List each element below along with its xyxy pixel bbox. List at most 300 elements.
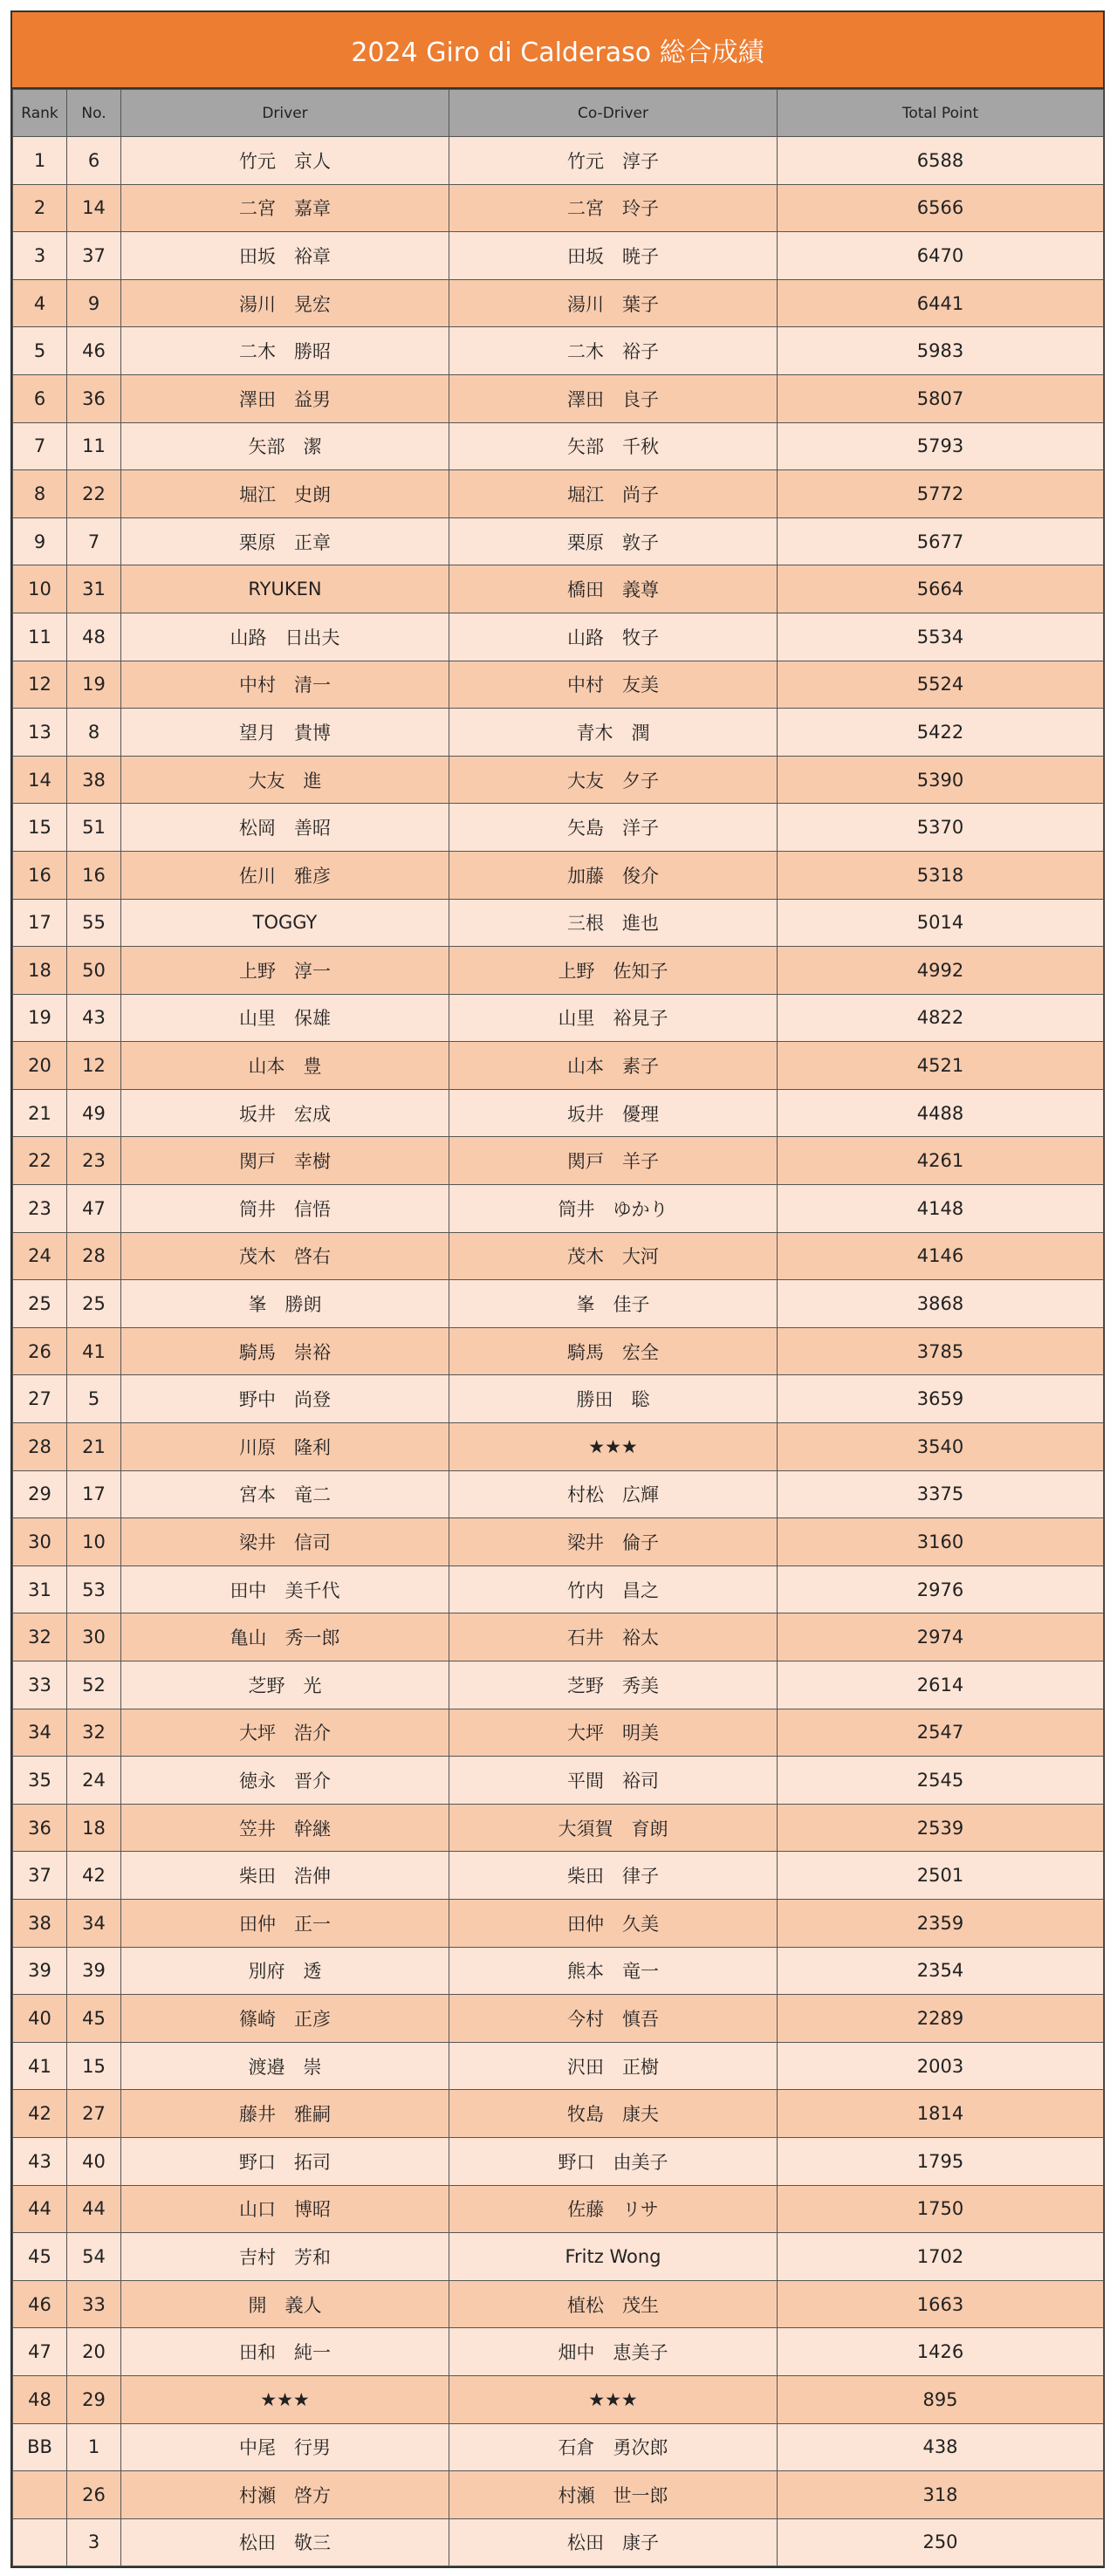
- table-row: [13, 1232, 1104, 1280]
- driver-cell: 藤井 雅嗣: [121, 2090, 449, 2138]
- car-number-cell: 5: [67, 1375, 121, 1423]
- car-number-cell: 54: [67, 2233, 121, 2281]
- car-number-cell: 22: [67, 470, 121, 518]
- driver-cell: 篠崎 正彦: [121, 1995, 449, 2043]
- driver-cell: 田仲 正一: [121, 1899, 449, 1947]
- codriver-cell: 柴田 律子: [449, 1852, 778, 1900]
- rank-cell: 12: [13, 661, 67, 709]
- car-number-cell: 27: [67, 2090, 121, 2138]
- total-point-cell: 6441: [778, 279, 1104, 327]
- table-row: [13, 1089, 1104, 1137]
- driver-cell: 山路 日出夫: [121, 613, 449, 661]
- header-driver: Driver: [121, 90, 449, 137]
- codriver-cell: 青木 潤: [449, 709, 778, 757]
- total-point-cell: 5422: [778, 709, 1104, 757]
- driver-cell: 栗原 正章: [121, 517, 449, 565]
- total-point-cell: 4488: [778, 1089, 1104, 1137]
- codriver-cell: 矢部 千秋: [449, 422, 778, 470]
- total-point-cell: 3375: [778, 1470, 1104, 1518]
- total-point-cell: 1750: [778, 2185, 1104, 2233]
- total-point-cell: 2354: [778, 1947, 1104, 1995]
- table-row: [13, 804, 1104, 852]
- rank-cell: 44: [13, 2185, 67, 2233]
- table-row: [13, 1852, 1104, 1900]
- rank-cell: 5: [13, 327, 67, 375]
- codriver-cell: 山里 裕見子: [449, 994, 778, 1042]
- car-number-cell: 20: [67, 2328, 121, 2376]
- rank-cell: 23: [13, 1185, 67, 1233]
- rank-cell: 43: [13, 2137, 67, 2185]
- driver-cell: 大坪 浩介: [121, 1709, 449, 1757]
- table-row: [13, 1470, 1104, 1518]
- total-point-cell: 5318: [778, 851, 1104, 899]
- table-row: [13, 1995, 1104, 2043]
- driver-cell: 川原 隆利: [121, 1423, 449, 1471]
- car-number-cell: 1: [67, 2423, 121, 2471]
- codriver-cell: 勝田 聡: [449, 1375, 778, 1423]
- car-number-cell: 42: [67, 1852, 121, 1900]
- rank-cell: 31: [13, 1565, 67, 1613]
- codriver-cell: 堀江 尚子: [449, 470, 778, 518]
- total-point-cell: 4822: [778, 994, 1104, 1042]
- total-point-cell: 3785: [778, 1327, 1104, 1375]
- driver-cell: 田中 美千代: [121, 1565, 449, 1613]
- driver-cell: 宮本 竜二: [121, 1470, 449, 1518]
- rank-cell: 41: [13, 2042, 67, 2090]
- rank-cell: 46: [13, 2280, 67, 2328]
- rank-cell: 32: [13, 1613, 67, 1661]
- total-point-cell: 5772: [778, 470, 1104, 518]
- car-number-cell: 17: [67, 1470, 121, 1518]
- driver-cell: TOGGY: [121, 899, 449, 947]
- rank-cell: 25: [13, 1280, 67, 1328]
- table-row: [13, 1804, 1104, 1852]
- table-row: [13, 422, 1104, 470]
- total-point-cell: 1702: [778, 2233, 1104, 2281]
- total-point-cell: 3659: [778, 1375, 1104, 1423]
- table-row: [13, 1042, 1104, 1090]
- total-point-cell: 6588: [778, 137, 1104, 185]
- car-number-cell: 7: [67, 517, 121, 565]
- driver-cell: 亀山 秀一郎: [121, 1613, 449, 1661]
- codriver-cell: 今村 慎吾: [449, 1995, 778, 2043]
- total-point-cell: 4146: [778, 1232, 1104, 1280]
- car-number-cell: 26: [67, 2471, 121, 2519]
- car-number-cell: 49: [67, 1089, 121, 1137]
- total-point-cell: 318: [778, 2471, 1104, 2519]
- driver-cell: 坂井 宏成: [121, 1089, 449, 1137]
- car-number-cell: 43: [67, 994, 121, 1042]
- codriver-cell: ★★★: [449, 2375, 778, 2423]
- driver-cell: 田和 純一: [121, 2328, 449, 2376]
- driver-cell: RYUKEN: [121, 565, 449, 613]
- car-number-cell: 47: [67, 1185, 121, 1233]
- header-no: No.: [67, 90, 121, 137]
- rank-cell: 19: [13, 994, 67, 1042]
- codriver-cell: 松田 康子: [449, 2518, 778, 2566]
- codriver-cell: 村瀬 世一郎: [449, 2471, 778, 2519]
- driver-cell: 松岡 善昭: [121, 804, 449, 852]
- codriver-cell: 大須賀 育朗: [449, 1804, 778, 1852]
- total-point-cell: 4992: [778, 947, 1104, 995]
- driver-cell: 筒井 信悟: [121, 1185, 449, 1233]
- driver-cell: 二木 勝昭: [121, 327, 449, 375]
- driver-cell: 田坂 裕章: [121, 232, 449, 280]
- driver-cell: 渡邉 崇: [121, 2042, 449, 2090]
- codriver-cell: 山路 牧子: [449, 613, 778, 661]
- table-row: [13, 1423, 1104, 1471]
- rank-cell: 40: [13, 1995, 67, 2043]
- total-point-cell: 2976: [778, 1565, 1104, 1613]
- rank-cell: 26: [13, 1327, 67, 1375]
- total-point-cell: 2289: [778, 1995, 1104, 2043]
- rank-cell: 24: [13, 1232, 67, 1280]
- table-row: [13, 1709, 1104, 1757]
- codriver-cell: 植松 茂生: [449, 2280, 778, 2328]
- car-number-cell: 36: [67, 374, 121, 422]
- codriver-cell: 加藤 俊介: [449, 851, 778, 899]
- car-number-cell: 14: [67, 184, 121, 232]
- codriver-cell: 野口 由美子: [449, 2137, 778, 2185]
- table-row: [13, 661, 1104, 709]
- car-number-cell: 39: [67, 1947, 121, 1995]
- codriver-cell: 茂木 大河: [449, 1232, 778, 1280]
- driver-cell: 望月 貴博: [121, 709, 449, 757]
- driver-cell: 別府 透: [121, 1947, 449, 1995]
- total-point-cell: 1795: [778, 2137, 1104, 2185]
- driver-cell: 竹元 京人: [121, 137, 449, 185]
- driver-cell: 笠井 幹継: [121, 1804, 449, 1852]
- table-row: [13, 1661, 1104, 1709]
- driver-cell: 吉村 芳和: [121, 2233, 449, 2281]
- rank-cell: 22: [13, 1137, 67, 1185]
- car-number-cell: 38: [67, 756, 121, 804]
- car-number-cell: 44: [67, 2185, 121, 2233]
- driver-cell: 佐川 雅彦: [121, 851, 449, 899]
- rank-cell: 30: [13, 1518, 67, 1566]
- total-point-cell: 3160: [778, 1518, 1104, 1566]
- table-row: [13, 1947, 1104, 1995]
- table-row: [13, 1518, 1104, 1566]
- total-point-cell: 1663: [778, 2280, 1104, 2328]
- rank-cell: 36: [13, 1804, 67, 1852]
- total-point-cell: 3540: [778, 1423, 1104, 1471]
- codriver-cell: 熊本 竜一: [449, 1947, 778, 1995]
- total-point-cell: 1426: [778, 2328, 1104, 2376]
- driver-cell: 梁井 信司: [121, 1518, 449, 1566]
- codriver-cell: 矢島 洋子: [449, 804, 778, 852]
- codriver-cell: 村松 広輝: [449, 1470, 778, 1518]
- table-row: [13, 2328, 1104, 2376]
- driver-cell: 矢部 潔: [121, 422, 449, 470]
- rank-cell: 18: [13, 947, 67, 995]
- total-point-cell: 2359: [778, 1899, 1104, 1947]
- codriver-cell: 坂井 優理: [449, 1089, 778, 1137]
- results-table: [12, 89, 1104, 2566]
- codriver-cell: 二宮 玲子: [449, 184, 778, 232]
- driver-cell: 柴田 浩伸: [121, 1852, 449, 1900]
- car-number-cell: 34: [67, 1899, 121, 1947]
- driver-cell: 中尾 行男: [121, 2423, 449, 2471]
- total-point-cell: 1814: [778, 2090, 1104, 2138]
- results-sheet: [10, 10, 1105, 2568]
- driver-cell: 二宮 嘉章: [121, 184, 449, 232]
- driver-cell: 峯 勝朗: [121, 1280, 449, 1328]
- codriver-cell: 中村 友美: [449, 661, 778, 709]
- rank-cell: 47: [13, 2328, 67, 2376]
- rank-cell: 14: [13, 756, 67, 804]
- total-point-cell: 2974: [778, 1613, 1104, 1661]
- car-number-cell: 46: [67, 327, 121, 375]
- rank-cell: 48: [13, 2375, 67, 2423]
- codriver-cell: 筒井 ゆかり: [449, 1185, 778, 1233]
- table-row: [13, 1375, 1104, 1423]
- rank-cell: 8: [13, 470, 67, 518]
- rank-cell: 9: [13, 517, 67, 565]
- codriver-cell: 橋田 義尊: [449, 565, 778, 613]
- table-row: [13, 2185, 1104, 2233]
- rank-cell: 15: [13, 804, 67, 852]
- table-row: [13, 184, 1104, 232]
- car-number-cell: 51: [67, 804, 121, 852]
- table-row: [13, 709, 1104, 757]
- table-row: [13, 327, 1104, 375]
- codriver-cell: 澤田 良子: [449, 374, 778, 422]
- driver-cell: 湯川 晃宏: [121, 279, 449, 327]
- codriver-cell: 佐藤 リサ: [449, 2185, 778, 2233]
- car-number-cell: 8: [67, 709, 121, 757]
- driver-cell: 山本 豊: [121, 1042, 449, 1090]
- codriver-cell: 牧島 康夫: [449, 2090, 778, 2138]
- rank-cell: 20: [13, 1042, 67, 1090]
- total-point-cell: 2614: [778, 1661, 1104, 1709]
- table-row: [13, 1565, 1104, 1613]
- total-point-cell: 3868: [778, 1280, 1104, 1328]
- codriver-cell: 田仲 久美: [449, 1899, 778, 1947]
- car-number-cell: 16: [67, 851, 121, 899]
- driver-cell: 茂木 啓右: [121, 1232, 449, 1280]
- driver-cell: 芝野 光: [121, 1661, 449, 1709]
- table-row: [13, 756, 1104, 804]
- car-number-cell: 12: [67, 1042, 121, 1090]
- car-number-cell: 3: [67, 2518, 121, 2566]
- car-number-cell: 25: [67, 1280, 121, 1328]
- codriver-cell: 騎馬 宏全: [449, 1327, 778, 1375]
- rank-cell: 33: [13, 1661, 67, 1709]
- rank-cell: 37: [13, 1852, 67, 1900]
- codriver-cell: 畑中 恵美子: [449, 2328, 778, 2376]
- rank-cell: 1: [13, 137, 67, 185]
- rank-cell: 34: [13, 1709, 67, 1757]
- codriver-cell: 竹元 淳子: [449, 137, 778, 185]
- driver-cell: 徳永 晋介: [121, 1757, 449, 1805]
- total-point-cell: 6566: [778, 184, 1104, 232]
- table-row: [13, 470, 1104, 518]
- rank-cell: 2: [13, 184, 67, 232]
- table-row: [13, 2090, 1104, 2138]
- table-row: [13, 279, 1104, 327]
- table-row: [13, 2137, 1104, 2185]
- table-row: [13, 1185, 1104, 1233]
- table-row: [13, 1280, 1104, 1328]
- car-number-cell: 29: [67, 2375, 121, 2423]
- total-point-cell: 5664: [778, 565, 1104, 613]
- total-point-cell: 4521: [778, 1042, 1104, 1090]
- car-number-cell: 23: [67, 1137, 121, 1185]
- total-point-cell: 5983: [778, 327, 1104, 375]
- codriver-cell: 湯川 葉子: [449, 279, 778, 327]
- page-title: 2024 Giro di Calderaso 総合成績: [12, 12, 1103, 89]
- rank-cell: BB: [13, 2423, 67, 2471]
- rank-cell: 13: [13, 709, 67, 757]
- rank-cell: 6: [13, 374, 67, 422]
- driver-cell: 上野 淳一: [121, 947, 449, 995]
- driver-cell: 中村 清一: [121, 661, 449, 709]
- table-row: [13, 899, 1104, 947]
- driver-cell: 騎馬 崇裕: [121, 1327, 449, 1375]
- codriver-cell: 大友 夕子: [449, 756, 778, 804]
- codriver-cell: 石井 裕太: [449, 1613, 778, 1661]
- header-rank: Rank: [13, 90, 67, 137]
- rank-cell: 3: [13, 232, 67, 280]
- total-point-cell: 5793: [778, 422, 1104, 470]
- table-row: [13, 1899, 1104, 1947]
- car-number-cell: 15: [67, 2042, 121, 2090]
- codriver-cell: 峯 佳子: [449, 1280, 778, 1328]
- codriver-cell: Fritz Wong: [449, 2233, 778, 2281]
- car-number-cell: 40: [67, 2137, 121, 2185]
- total-point-cell: 5807: [778, 374, 1104, 422]
- table-row: [13, 232, 1104, 280]
- car-number-cell: 11: [67, 422, 121, 470]
- car-number-cell: 53: [67, 1565, 121, 1613]
- total-point-cell: 5370: [778, 804, 1104, 852]
- codriver-cell: 栗原 敦子: [449, 517, 778, 565]
- rank-cell: 27: [13, 1375, 67, 1423]
- driver-cell: 山口 博昭: [121, 2185, 449, 2233]
- header-codriver: Co-Driver: [449, 90, 778, 137]
- table-row: [13, 1757, 1104, 1805]
- driver-cell: 野口 拓司: [121, 2137, 449, 2185]
- driver-cell: 関戸 幸樹: [121, 1137, 449, 1185]
- car-number-cell: 48: [67, 613, 121, 661]
- codriver-cell: 上野 佐知子: [449, 947, 778, 995]
- car-number-cell: 55: [67, 899, 121, 947]
- total-point-cell: 6470: [778, 232, 1104, 280]
- codriver-cell: ★★★: [449, 1423, 778, 1471]
- total-point-cell: 5524: [778, 661, 1104, 709]
- rank-cell: 7: [13, 422, 67, 470]
- table-row: [13, 1137, 1104, 1185]
- car-number-cell: 33: [67, 2280, 121, 2328]
- total-point-cell: 5014: [778, 899, 1104, 947]
- total-point-cell: 2501: [778, 1852, 1104, 1900]
- driver-cell: 野中 尚登: [121, 1375, 449, 1423]
- codriver-cell: 梁井 倫子: [449, 1518, 778, 1566]
- table-row: [13, 374, 1104, 422]
- total-point-cell: 2003: [778, 2042, 1104, 2090]
- table-row: [13, 2375, 1104, 2423]
- total-point-cell: 250: [778, 2518, 1104, 2566]
- rank-cell: 28: [13, 1423, 67, 1471]
- rank-cell: [13, 2471, 67, 2519]
- driver-cell: 松田 敬三: [121, 2518, 449, 2566]
- total-point-cell: 4261: [778, 1137, 1104, 1185]
- codriver-cell: 平間 裕司: [449, 1757, 778, 1805]
- table-row: [13, 851, 1104, 899]
- table-row: [13, 947, 1104, 995]
- table-row: [13, 2423, 1104, 2471]
- total-point-cell: 2545: [778, 1757, 1104, 1805]
- table-row: [13, 137, 1104, 185]
- rank-cell: [13, 2518, 67, 2566]
- table-row: [13, 517, 1104, 565]
- codriver-cell: 三根 進也: [449, 899, 778, 947]
- total-point-cell: 5534: [778, 613, 1104, 661]
- driver-cell: 堀江 史朗: [121, 470, 449, 518]
- rank-cell: 42: [13, 2090, 67, 2138]
- codriver-cell: 芝野 秀美: [449, 1661, 778, 1709]
- codriver-cell: 大坪 明美: [449, 1709, 778, 1757]
- car-number-cell: 10: [67, 1518, 121, 1566]
- table-row: [13, 2233, 1104, 2281]
- driver-cell: 山里 保雄: [121, 994, 449, 1042]
- car-number-cell: 32: [67, 1709, 121, 1757]
- car-number-cell: 18: [67, 1804, 121, 1852]
- car-number-cell: 6: [67, 137, 121, 185]
- driver-cell: ★★★: [121, 2375, 449, 2423]
- header-row: [13, 90, 1104, 137]
- rank-cell: 45: [13, 2233, 67, 2281]
- rank-cell: 38: [13, 1899, 67, 1947]
- table-row: [13, 613, 1104, 661]
- rank-cell: 4: [13, 279, 67, 327]
- total-point-cell: 895: [778, 2375, 1104, 2423]
- table-row: [13, 2042, 1104, 2090]
- table-row: [13, 2471, 1104, 2519]
- table-row: [13, 2518, 1104, 2566]
- rank-cell: 11: [13, 613, 67, 661]
- car-number-cell: 50: [67, 947, 121, 995]
- total-point-cell: 438: [778, 2423, 1104, 2471]
- codriver-cell: 竹内 昌之: [449, 1565, 778, 1613]
- table-row: [13, 1613, 1104, 1661]
- table-row: [13, 565, 1104, 613]
- table-row: [13, 2280, 1104, 2328]
- total-point-cell: 2539: [778, 1804, 1104, 1852]
- rank-cell: 10: [13, 565, 67, 613]
- driver-cell: 開 義人: [121, 2280, 449, 2328]
- rank-cell: 35: [13, 1757, 67, 1805]
- codriver-cell: 関戸 羊子: [449, 1137, 778, 1185]
- rank-cell: 29: [13, 1470, 67, 1518]
- car-number-cell: 21: [67, 1423, 121, 1471]
- results-body: [13, 137, 1104, 2566]
- car-number-cell: 37: [67, 232, 121, 280]
- car-number-cell: 19: [67, 661, 121, 709]
- rank-cell: 39: [13, 1947, 67, 1995]
- codriver-cell: 二木 裕子: [449, 327, 778, 375]
- car-number-cell: 24: [67, 1757, 121, 1805]
- car-number-cell: 9: [67, 279, 121, 327]
- table-row: [13, 994, 1104, 1042]
- total-point-cell: 5390: [778, 756, 1104, 804]
- driver-cell: 村瀬 啓方: [121, 2471, 449, 2519]
- codriver-cell: 田坂 暁子: [449, 232, 778, 280]
- driver-cell: 澤田 益男: [121, 374, 449, 422]
- car-number-cell: 30: [67, 1613, 121, 1661]
- car-number-cell: 52: [67, 1661, 121, 1709]
